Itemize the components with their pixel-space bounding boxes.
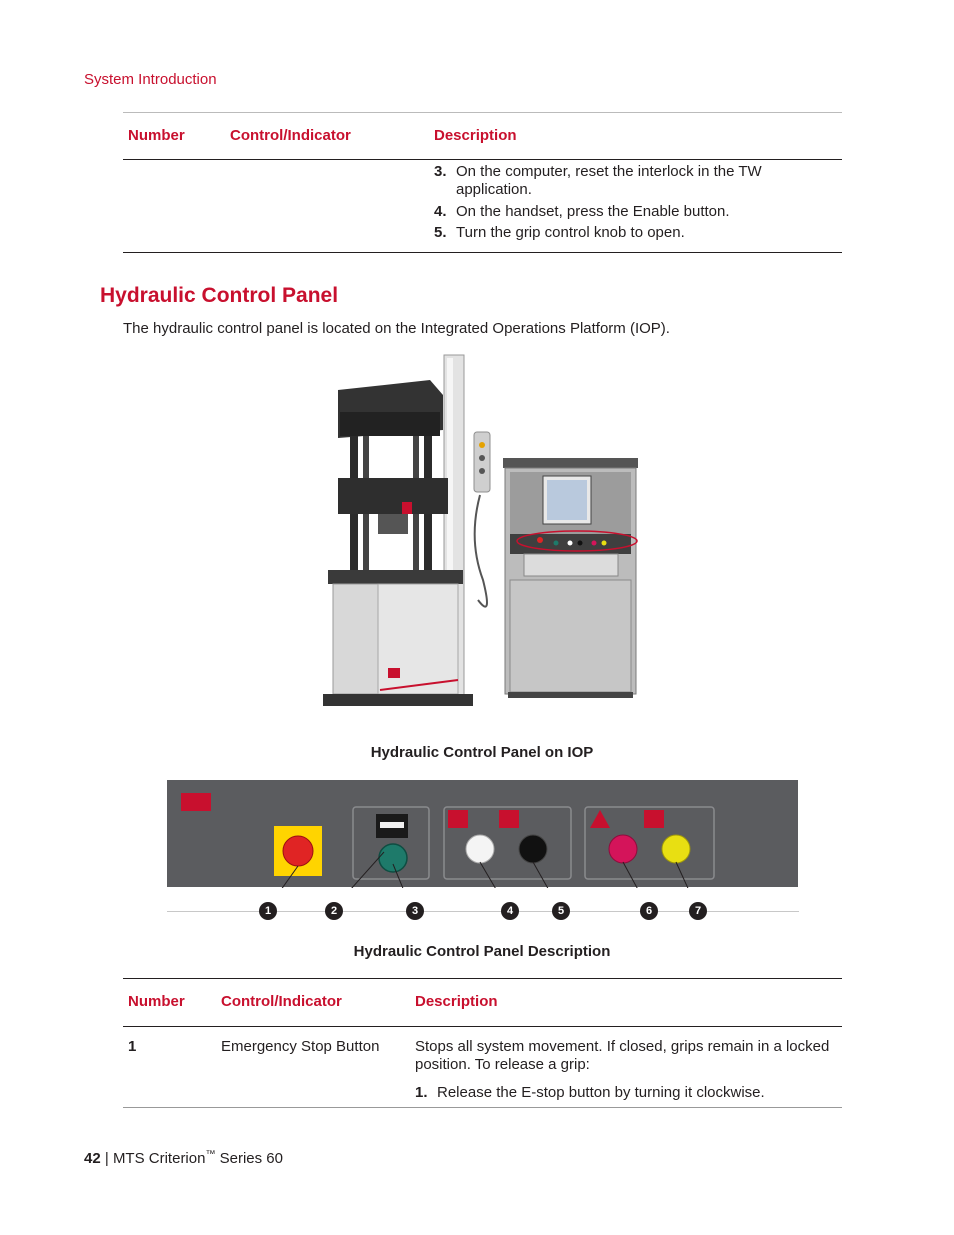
column2-header-number: Number — [128, 993, 185, 1010]
callout-2: 2 — [325, 902, 343, 920]
section-label: System Introduction — [84, 71, 217, 88]
callout-3: 3 — [406, 902, 424, 920]
step-3: 3. On the computer, reset the interlock in the TW application. — [434, 163, 762, 198]
footer-separator: | — [104, 1150, 109, 1167]
table-bottom-rule — [123, 252, 842, 253]
table-header-rule — [123, 159, 842, 160]
step-4: 4. On the handset, press the Enable button. — [434, 203, 730, 220]
column-header-description: Description — [434, 127, 517, 144]
row-number: 1 — [128, 1038, 137, 1055]
section-title: Hydraulic Control Panel — [100, 284, 339, 307]
footer-series: Series 60 — [219, 1150, 283, 1167]
trademark: ™ — [205, 1149, 216, 1160]
intro-paragraph: The hydraulic control panel is located on the Integrated Operations Platform (IOP). — [123, 320, 670, 337]
hydraulic-panel-illustration — [167, 780, 799, 888]
table2-header-rule — [123, 1026, 842, 1027]
table2-bottom-rule — [123, 1107, 842, 1108]
figure-caption-panel: Hydraulic Control Panel Description — [353, 943, 611, 960]
estop-button-shape — [283, 836, 313, 866]
page-number: 42 — [84, 1150, 101, 1167]
table2-top-rule — [123, 978, 842, 979]
callout-5: 5 — [552, 902, 570, 920]
column-header-control: Control/Indicator — [230, 127, 351, 144]
callout-1: 1 — [259, 902, 277, 920]
table-top-rule — [123, 112, 842, 113]
column2-header-control: Control/Indicator — [221, 993, 342, 1010]
column-header-number: Number — [128, 127, 185, 144]
callout-4: 4 — [501, 902, 519, 920]
row-step-1: 1. Release the E-stop button by turning it clockwise. — [415, 1084, 765, 1101]
column2-header-description: Description — [415, 993, 498, 1010]
callout-6: 6 — [640, 902, 658, 920]
figure-caption-iop: Hydraulic Control Panel on IOP — [370, 744, 594, 761]
row-control: Emergency Stop Button — [221, 1038, 380, 1055]
row-description: Stops all system movement. If closed, grips remain in a locked position. To release a grip: — [415, 1038, 830, 1073]
page-footer — [84, 1149, 283, 1167]
callout-7: 7 — [689, 902, 707, 920]
footer-title: MTS Criterion — [112, 1150, 206, 1167]
iop-machine-illustration — [318, 350, 648, 720]
step-5: 5. Turn the grip control knob to open. — [434, 224, 685, 241]
